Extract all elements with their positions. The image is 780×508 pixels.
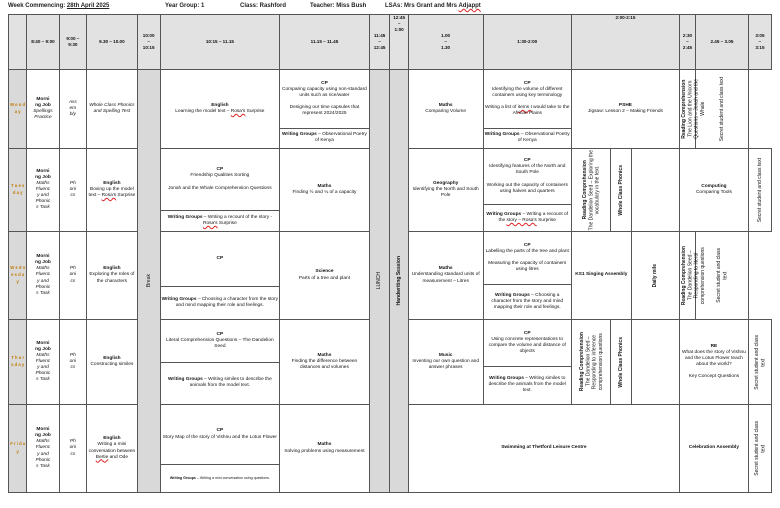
reading-comprehension: Reading Comprehension The Lion and the Unicorn Questions – Jonah and the Whale: [679, 70, 695, 149]
phonics-cell: Whole Class Phonics and Spelling Test: [87, 70, 138, 149]
corner-cell: [9, 15, 27, 70]
secret-student-cell: Secret student and class text: [696, 232, 749, 320]
cp-lesson: CP Identifying the volume of different containers using key terminology Writing a list of items I would take to the African Plains Writing Groups – Observational Poetry of Kenya: [483, 70, 571, 149]
lsa-names: LSAs: Mrs Grant and Mrs Adjappt: [385, 3, 481, 9]
time-slot: 3:05 – 3:15: [748, 15, 771, 70]
day-label: W e d n e s d a y: [9, 232, 27, 320]
phonics-cell: Ph oni cs: [59, 149, 87, 232]
phonics-cell: Ph oni cs: [59, 405, 87, 493]
reading-comprehension: Reading Comprehension The Dandelion Seed – Exploring the vocabulary in the text.: [571, 149, 610, 232]
class-name: Class: Rashford: [240, 3, 287, 9]
assembly-cell: Ass em bly: [59, 70, 87, 149]
pshe-lesson: PSHE Jigsaw: Lesson 2 – Making Friends: [571, 70, 679, 149]
cp-lesson: CP Comparing capacity using non-standard units such as rice/water Designing our time capsules that represent 2024/2025 Writing Groups – Observational Poetry of Kenya: [280, 70, 370, 149]
year-group: Year Group: 1: [165, 3, 205, 9]
maths-lesson: Maths Comparing Volume: [408, 70, 483, 149]
time-slot: 10:00 – 10:15: [137, 15, 160, 70]
secret-student-cell: Secret student and class text: [748, 149, 771, 232]
time-slot: 10:15 – 11.15: [160, 15, 280, 70]
ks1-singing-assembly: KS1 Singing Assembly: [571, 232, 631, 320]
cp-lesson: CP Literal Comprehension Questions – The Dandelion Seed Writing Groups – Writing similes to describe the animals from the model text.: [160, 320, 280, 405]
weekly-timetable: [8, 14, 772, 493]
day-label: M o n d a y: [9, 70, 27, 149]
phonics-cell: Ph oni cs: [59, 232, 87, 320]
time-slot: 2:30 – 2:45: [679, 15, 695, 70]
maths-lesson: Maths Solving problems using measurement: [280, 405, 370, 493]
morning-job-cell: Morni ng Job Maths Fluenc y and Phonic s Task: [27, 320, 59, 405]
reading-comprehension: Reading Comprehension The Dandelion Seed – Responding to inference comprehension questions: [571, 320, 610, 405]
secret-student-cell: Secret student and class text: [748, 405, 771, 493]
time-slot: 1:30-2:00: [483, 15, 571, 70]
time-slot: 1.00 – 1.30: [408, 15, 483, 70]
whole-class-phonics: Whole Class Phonics: [611, 149, 632, 232]
time-slot: 9:00 – 9:30: [59, 15, 87, 70]
day-row-monday: [9, 70, 772, 149]
empty-cell: [631, 149, 679, 232]
lunch-column: LUNCH: [369, 70, 390, 493]
phonics-cell: Ph oni cs: [59, 320, 87, 405]
time-slot: 8:40 – 9:00: [27, 15, 59, 70]
secret-student-cell: Secret student and class text: [748, 320, 771, 405]
english-lesson: English Boxing up the model text – Rosa's Surprise: [87, 149, 138, 232]
reading-comprehension: Reading Comprehension The Dandelion Seed – Responding to literal comprehension questions: [679, 232, 695, 320]
time-header-row: [9, 15, 772, 70]
swimming-session: Swimming at Thetford Leisure Centre: [408, 405, 679, 493]
re-lesson: RE What does the story of Vishnu and the Lotus Flower teach about the world? Key Concept Questions: [679, 320, 748, 405]
computing-lesson: Computing Comparing Tools: [679, 149, 748, 232]
maths-lesson: Maths Understanding standard units of measurement – Litres: [408, 232, 483, 320]
cp-lesson: CP Writing Groups – Choosing a character from the story and mind mapping their role and feelings.: [160, 232, 280, 320]
time-slot: 12:45 – 1:00: [390, 15, 408, 70]
time-slot: 11.15 – 11.45: [280, 15, 370, 70]
cp-lesson: CP Friendship Qualities Sorting Jonah and the Whale Comprehension Questions Writing Groups – Writing a recount of the story - Rosa's Surprise: [160, 149, 280, 232]
day-label: T u e s d a y: [9, 149, 27, 232]
day-label: T h u r s d a y: [9, 320, 27, 405]
cp-lesson: CP Identifying features of the North and South Pole Working out the capacity of containers using halves and quarters Writing Groups – Writing a recount of the story – Rosa's Surprise: [483, 149, 571, 232]
maths-lesson: Maths Finding ½ and ¼ of a capacity: [280, 149, 370, 232]
day-label: F r i d a y: [9, 405, 27, 493]
secret-student-cell: Secret student and class text: [696, 70, 749, 149]
music-lesson: Music Inventing our own question and answer phrases: [408, 320, 483, 405]
time-slot: 9.30 – 10.00: [87, 15, 138, 70]
teacher-name: Teacher: Miss Bush: [310, 3, 367, 9]
english-lesson: English Constructing similes: [87, 320, 138, 405]
daily-mile: Daily mile: [631, 232, 679, 320]
english-lesson: English Writing a mini conversation between Bertie and Ode: [87, 405, 138, 493]
science-lesson: Science Parts of a tree and plant: [280, 232, 370, 320]
cp-lesson: CP Story Map of the story of Vishnu and the Lotus Flower Writing Groups – Writing a mini conversation using questions.: [160, 405, 280, 493]
time-slot: 11:45 – 12:45: [369, 15, 390, 70]
time-slot: 2.45 – 3.05: [696, 15, 749, 70]
english-lesson: English Exploring the roles of the characters: [87, 232, 138, 320]
week-commencing: Week Commencing: 28th April 2025: [8, 3, 110, 9]
maths-lesson: Maths Finding the difference between distances and volumes: [280, 320, 370, 405]
celebration-assembly: Celebration Assembly: [679, 405, 748, 493]
break-column: Break: [137, 70, 160, 493]
cp-lesson: CP Labelling the parts of the tree and plant Measuring the capacity of containers using litres Writing Groups – Choosing a character from the story and mind mapping their role and feelings.: [483, 232, 571, 320]
time-slot: 2:00-2:15: [571, 15, 679, 70]
english-lesson: English Learning the model text – Rosa's Surprise: [160, 70, 280, 149]
morning-job-cell: Morni ng Job Maths Fluenc y and Phonic s Task: [27, 149, 59, 232]
handwriting-column: Handwriting Session: [390, 70, 408, 493]
morning-job-cell: Morni ng Job Maths Fluenc y and Phonic s Task: [27, 405, 59, 493]
geography-lesson: Geography Identifying the North and South Pole: [408, 149, 483, 232]
empty-cell: [631, 320, 679, 405]
morning-job-cell: Morni ng Job Maths Fluenc y and Phonic s Task: [27, 232, 59, 320]
plan-header: [0, 0, 780, 14]
cp-lesson: CP Using concrete representations to compare the volume and distance of objects Writing Groups – Writing similes to describe the animals from the model text.: [483, 320, 571, 405]
morning-job-cell: Morni ng Job Spellings Practice: [27, 70, 59, 149]
whole-class-phonics: Whole Class Phonics: [611, 320, 632, 405]
